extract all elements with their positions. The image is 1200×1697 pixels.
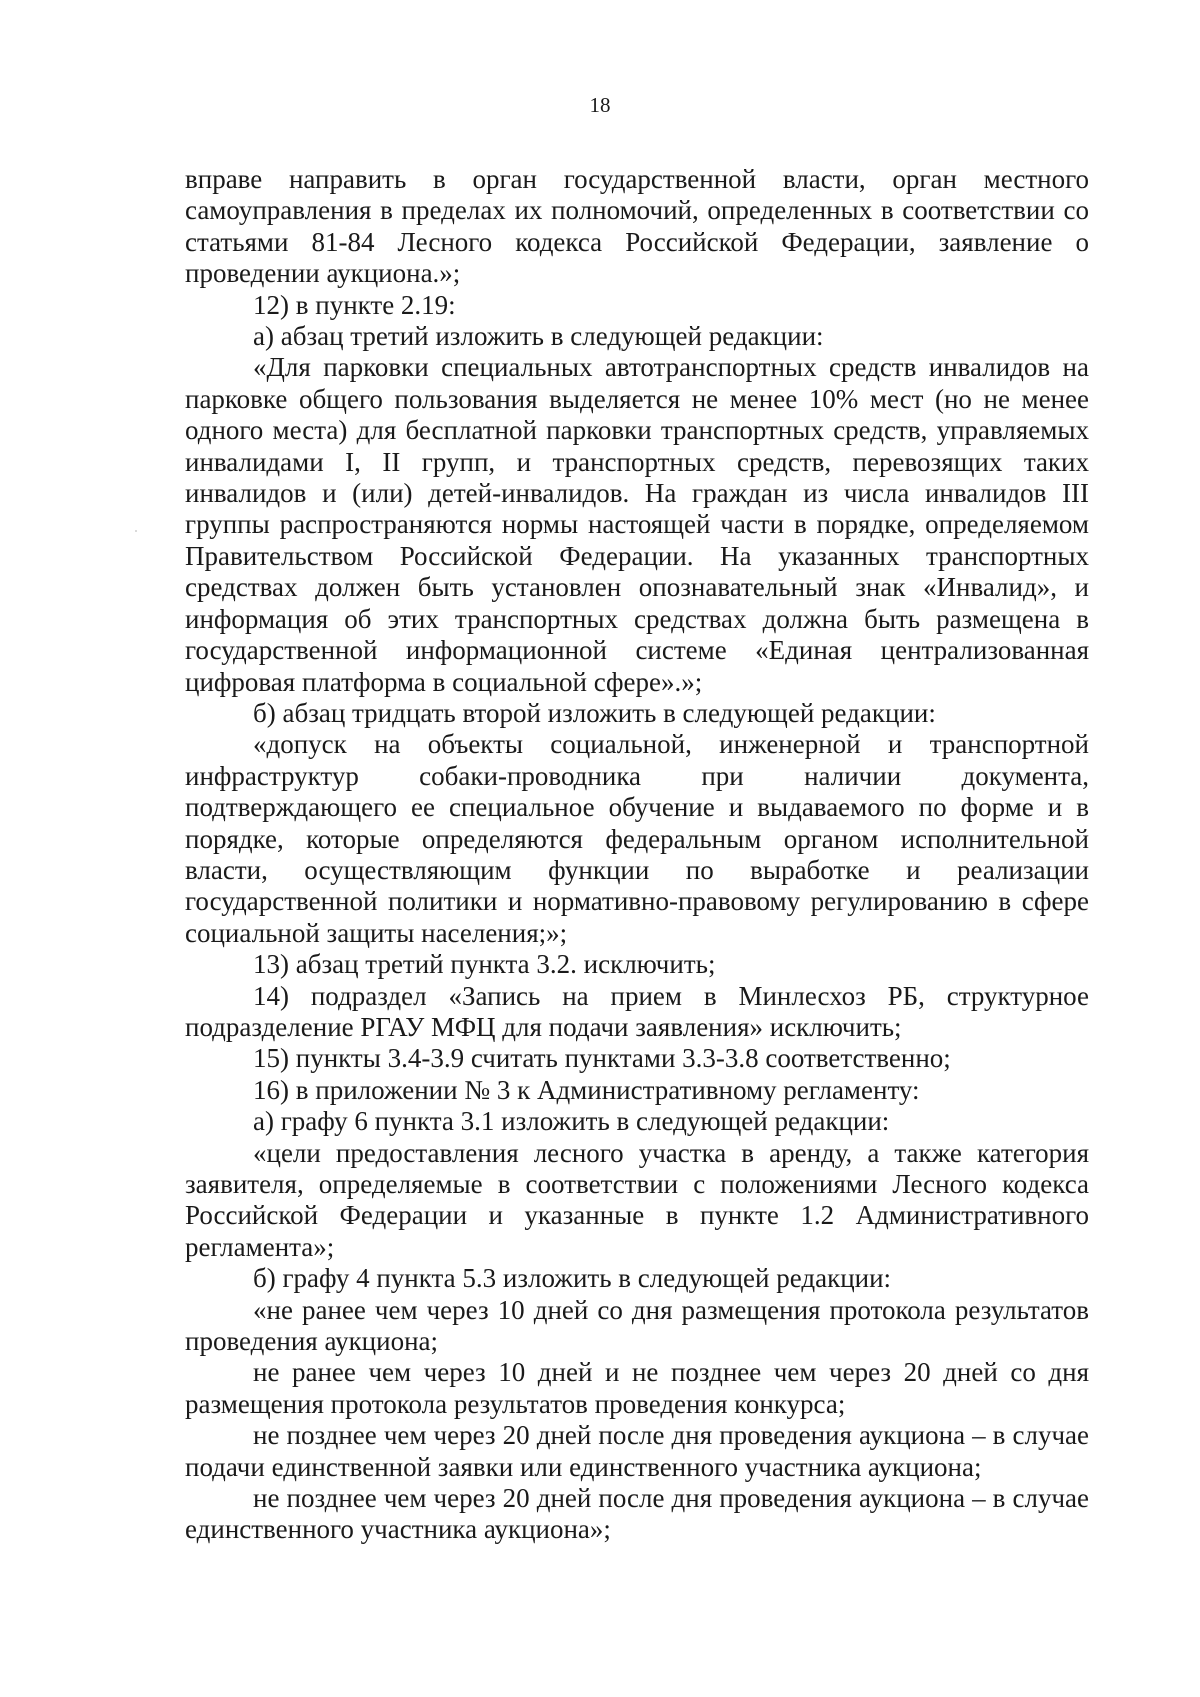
paragraph-deadline-3: не позднее чем через 20 дней после дня проведения аукциона – в случае подачи единственной заявки или единственного участника аукциона; <box>185 1420 1089 1482</box>
document-body <box>185 164 1089 1546</box>
paragraph-deadline-2: не ранее чем через 10 дней и не позднее чем через 20 дней со дня размещения протокола результатов проведения конкурса; <box>185 1357 1089 1419</box>
page-number: 18 <box>589 93 611 117</box>
paragraph-item-15: 15) пункты 3.4-3.9 считать пунктами 3.3-3.8 соответственно; <box>253 1043 951 1074</box>
paragraph-item-14: 14) подраздел «Запись на прием в Минлесхоз РБ, структурное подразделение РГАУ МФЦ для подачи заявления» исключить; <box>185 980 1089 1042</box>
paragraph-item-16b: б) графу 4 пункта 5.3 изложить в следующей редакции: <box>253 1263 892 1294</box>
paragraph-purpose-quote: «цели предоставления лесного участка в аренду, а также категория заявителя, определяемые в соответствии с положениями Лесного кодекса Российской Федерации и указанные в пункте 1.2 Административного регламента»; <box>185 1137 1089 1262</box>
paragraph-deadline-4: не позднее чем через 20 дней после дня проведения аукциона – в случае единственного участника аукциона»; <box>185 1483 1089 1545</box>
paragraph-parking-quote: «Для парковки специальных автотранспортных средств инвалидов на парковке общего пользования выделяется не менее 10% мест (но не менее одного места) для бесплатной парковки транспортных средств, управляемых инвалидами I, II групп, и транспортных средств, перевозящих таких инвалидов и (или) детей-инвалидов. На граждан из числа инвалидов III группы распространяются нормы настоящей части в порядке, определяемом Правительством Российской Федерации. На указанных транспортных средствах должен быть установлен опознавательный знак «Инвалид», и информация об этих транспортных средствах должна быть размещена в государственной информационной системе «Единая централизованная цифровая платформа в социальной сфере».»; <box>185 352 1089 697</box>
paragraph-guide-dog-quote: «допуск на объекты социальной, инженерной и транспортной инфраструктур собаки-проводника при наличии документа, подтверждающего ее специальное обучение и выдаваемого по форме и в порядке, которые определяются федеральным органом исполнительной власти, осуществляющим функции по выработке и реализации государственной политики и нормативно-правовому регулированию в сфере социальной защиты населения;»; <box>185 729 1089 948</box>
paragraph-deadline-1: «не ранее чем через 10 дней со дня размещения протокола результатов проведения аукциона; <box>185 1294 1089 1357</box>
paragraph-item-12b: б) абзац тридцать второй изложить в следующей редакции: <box>253 697 936 728</box>
paragraph-item-12: 12) в пункте 2.19: <box>253 289 456 320</box>
paragraph-item-16: 16) в приложении № 3 к Административному регламенту: <box>253 1074 920 1105</box>
paragraph-item-16a: а) графу 6 пункта 3.1 изложить в следующей редакции: <box>253 1106 890 1137</box>
paragraph-item-12a: а) абзац третий изложить в следующей редакции: <box>253 321 824 352</box>
paragraph-continuation: вправе направить в орган государственной власти, орган местного самоуправления в пределах их полномочий, определенных в соответствии со статьями 81-84 Лесного кодекса Российской Федерации, заявление о проведении аукциона.»; <box>185 164 1089 289</box>
scan-speck <box>135 530 137 532</box>
paragraph-item-13: 13) абзац третий пункта 3.2. исключить; <box>253 949 716 980</box>
